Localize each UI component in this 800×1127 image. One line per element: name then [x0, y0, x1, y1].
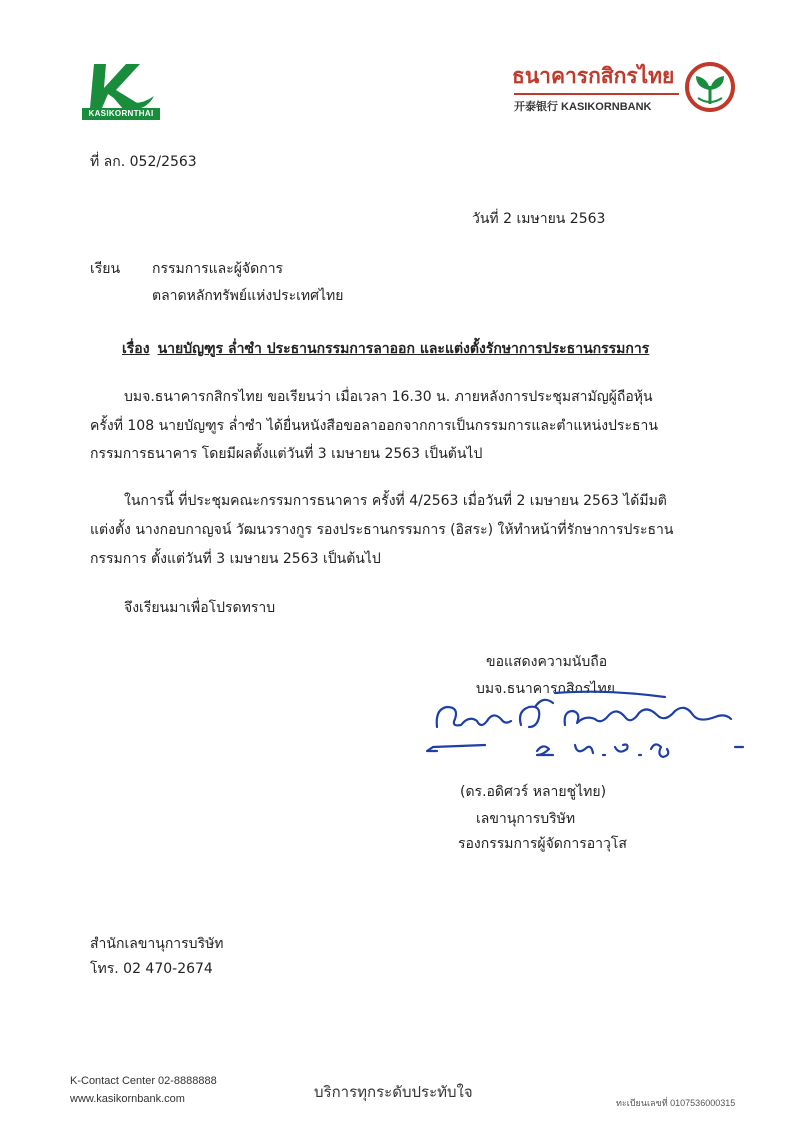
recipient-label: เรียน: [90, 261, 121, 277]
handwritten-signature-icon: [425, 685, 755, 765]
kasikornbank-seal-icon: [684, 60, 736, 114]
footer-registration-number: ทะเบียนเลขที่ 0107536000315: [616, 1098, 736, 1108]
footer-slogan: บริการทุกระดับประทับใจ: [314, 1083, 473, 1101]
subject-label: เรื่อง: [122, 341, 150, 357]
letter-date: วันที่ 2 เมษายน 2563: [472, 211, 606, 227]
recipient-line-1: กรรมการและผู้จัดการ: [152, 261, 284, 277]
bank-name-thai: ธนาคารกสิกรไทย: [512, 64, 675, 88]
logo-divider: [514, 93, 679, 95]
closing-salutation: ขอแสดงความนับถือ: [486, 654, 608, 670]
signer-title-1: เลขานุการบริษัท: [476, 811, 576, 827]
office-phone: โทร. 02 470-2674: [90, 961, 213, 977]
office-name: สำนักเลขานุการบริษัท: [90, 936, 224, 952]
paragraph-2-line-3: กรรมการ ตั้งแต่วันที่ 3 เมษายน 2563 เป็นต้นไป: [90, 551, 381, 567]
paragraph-2-line-1: ในการนี้ ที่ประชุมคณะกรรมการธนาคาร ครั้งที่ 4/2563 เมื่อวันที่ 2 เมษายน 2563 ได้มีมติ: [124, 493, 667, 509]
recipient-line-2: ตลาดหลักทรัพย์แห่งประเทศไทย: [152, 288, 344, 304]
paragraph-2-line-2: แต่งตั้ง นางกอบกาญจน์ วัฒนวรางกูร รองประธานกรรมการ (อิสระ) ให้ทำหน้าที่รักษาการประธาน: [90, 522, 674, 538]
closing-sentence: จึงเรียนมาเพื่อโปรดทราบ: [124, 600, 276, 616]
paragraph-1-line-2: ครั้งที่ 108 นายบัญฑูร ล่ำซำ ได้ยื่นหนังสือขอลาออกจากการเป็นกรรมการและตำแหน่งประธาน: [90, 418, 658, 434]
kasikornthai-logo-label: KASIKORNTHAI: [82, 108, 160, 120]
paragraph-1-line-3: กรรมการธนาคาร โดยมีผลตั้งแต่วันที่ 3 เมษายน 2563 เป็นต้นไป: [90, 446, 483, 462]
reference-number: ที่ ลก. 052/2563: [90, 154, 197, 170]
footer-website: www.kasikornbank.com: [70, 1093, 185, 1105]
subject-text: นายบัญฑูร ล่ำซำ ประธานกรรมการลาออก และแต่งตั้งรักษาการประธานกรรมการ: [157, 341, 650, 357]
company-name: บมจ.ธนาคารกสิกรไทย: [476, 681, 615, 697]
paragraph-1-line-1: บมจ.ธนาคารกสิกรไทย ขอเรียนว่า เมื่อเวลา 16.30 น. ภายหลังการประชุมสามัญผู้ถือหุ้น: [124, 389, 653, 405]
signer-name: (ดร.อดิศวร์ หลายชูไทย): [460, 784, 607, 800]
bank-name-english: 开泰银行 KASIKORNBANK: [514, 101, 652, 113]
signer-title-2: รองกรรมการผู้จัดการอาวุโส: [458, 836, 627, 852]
footer-contact-center: K-Contact Center 02-8888888: [70, 1075, 217, 1087]
subject-line: [122, 338, 649, 360]
